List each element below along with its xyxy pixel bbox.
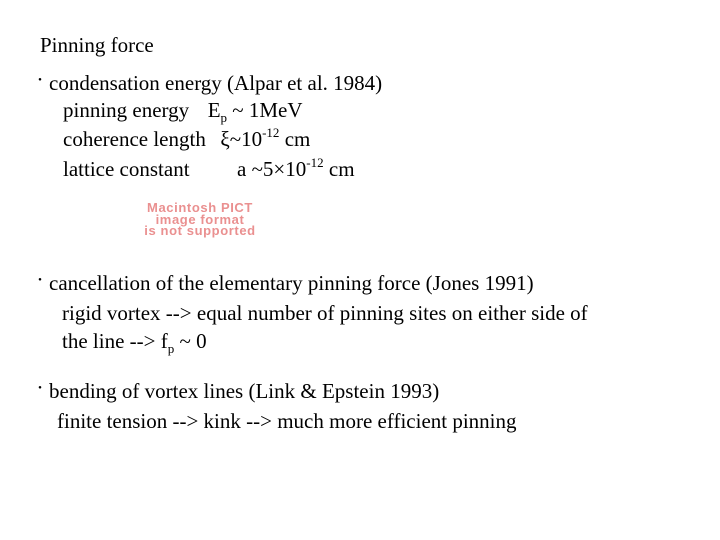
condensation-heading: condensation energy (Alpar et al. 1984) — [49, 71, 383, 95]
lattice-constant-expression — [237, 157, 355, 181]
bullet-marker: ・ — [33, 274, 47, 289]
pinning-force-suffix: ~ 0 — [174, 329, 207, 353]
cancellation-heading: cancellation of the elementary pinning force (Jones 1991) — [49, 271, 534, 295]
bullet-condensation-energy — [33, 70, 382, 95]
lattice-constant-line — [63, 157, 190, 181]
coherence-length-exponent: -12 — [262, 125, 280, 140]
lattice-constant-exponent: -12 — [306, 155, 324, 170]
placeholder-line-2: image format — [155, 211, 245, 227]
pinning-energy-label: pinning energy — [63, 98, 190, 122]
bullet-marker: ・ — [33, 74, 47, 89]
pinning-force-line — [62, 329, 207, 356]
coherence-length-value: ~10 — [229, 127, 263, 151]
finite-tension-line: finite tension --> kink --> much more efficient pinning — [57, 409, 517, 433]
lattice-constant-label: lattice constant — [63, 157, 190, 181]
pinning-force-subscript: p — [167, 341, 175, 356]
bullet-cancellation — [33, 270, 534, 295]
rigid-vortex-line: rigid vortex --> equal number of pinning sites on either side of — [62, 301, 588, 325]
coherence-length-label: coherence length — [63, 127, 206, 151]
placeholder-line-3: is not supported — [144, 223, 256, 238]
pinning-energy-symbol: E — [207, 98, 221, 122]
bending-heading: bending of vortex lines (Link & Epstein 1993) — [49, 379, 440, 403]
bullet-marker: ・ — [33, 382, 47, 397]
lattice-constant-value: a ~5×10 — [237, 157, 307, 181]
pinning-energy-subscript: p — [220, 110, 228, 125]
lattice-constant-unit: cm — [323, 157, 355, 181]
pinning-energy-value: ~ 1MeV — [227, 98, 303, 122]
pinning-energy-line — [63, 98, 303, 125]
bullet-bending — [33, 378, 439, 403]
slide-title: Pinning force — [40, 33, 154, 57]
coherence-length-line — [63, 127, 310, 151]
pinning-force-prefix: the line --> f — [62, 329, 168, 353]
unsupported-image-placeholder — [96, 202, 304, 240]
coherence-length-unit: cm — [279, 127, 311, 151]
xi-symbol: ξ — [220, 127, 230, 151]
placeholder-line-1: Macintosh PICT — [147, 200, 253, 215]
